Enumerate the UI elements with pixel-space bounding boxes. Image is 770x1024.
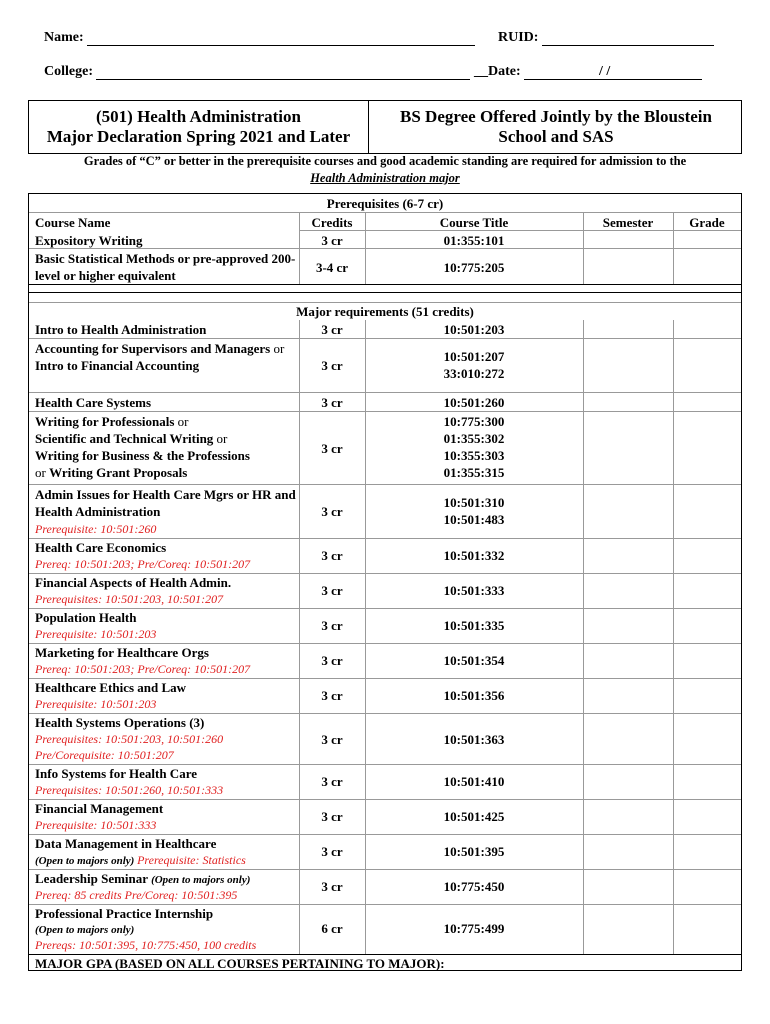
major-row-prereq: Prerequisites: 10:501:203, 10:501:207 xyxy=(35,592,224,606)
course-table xyxy=(28,193,742,971)
major-row-name-alt: Scientific and Technical Writing xyxy=(35,431,214,446)
major-row-name: Health Care Economics xyxy=(35,540,167,555)
major-row-name: Health Systems Operations (3) xyxy=(35,715,205,730)
major-row-credits: 3 cr xyxy=(321,879,343,894)
major-row-credits: 3 cr xyxy=(321,322,343,337)
majors-only-note: (Open to majors only) xyxy=(151,874,251,886)
major-row-name: Intro to Health Administration xyxy=(35,322,207,337)
major-row-credits: 3 cr xyxy=(321,504,343,519)
title-right-line2: School and SAS xyxy=(498,127,614,146)
major-row-prereq: Prereq: 10:501:203; Pre/Coreq: 10:501:207 xyxy=(35,662,251,676)
major-row-prereq: Prereqs: 10:501:395, 10:775:450, 100 credits xyxy=(35,938,257,952)
major-row-title: 10:501:260 xyxy=(443,395,505,410)
prereq-row-name: Expository Writing xyxy=(35,233,143,248)
major-row-name: Professional Practice Internship xyxy=(35,906,214,921)
majors-only-note: (Open to majors only) xyxy=(35,924,135,936)
or-text: or xyxy=(174,414,189,429)
title-right-line1: BS Degree Offered Jointly by the Bloustein xyxy=(400,107,712,126)
title-left xyxy=(29,101,369,153)
name-field[interactable] xyxy=(87,45,475,46)
major-row-prereq2: Pre/Corequisite: 10:501:207 xyxy=(35,748,174,762)
major-heading: Major requirements (51 credits) xyxy=(296,304,474,319)
prereq-heading: Prerequisites (6-7 cr) xyxy=(326,196,444,211)
major-row-name: Admin Issues for Health Care Mgrs or HR and Health Administration xyxy=(35,487,296,519)
or-text: or xyxy=(270,341,285,356)
title-box xyxy=(28,100,742,154)
title-right xyxy=(371,101,741,153)
major-row-title: 10:501:203 xyxy=(443,322,505,337)
major-row-credits: 3 cr xyxy=(321,688,343,703)
date-label: __Date: xyxy=(473,64,521,79)
major-gpa-label: MAJOR GPA (BASED ON ALL COURSES PERTAINING TO MAJOR): xyxy=(35,956,445,971)
ruid-row xyxy=(498,30,714,46)
major-row-credits: 3 cr xyxy=(321,732,343,747)
title-left-line1: (501) Health Administration xyxy=(96,107,301,126)
major-row-credits: 3 cr xyxy=(321,653,343,668)
name-label: Name: xyxy=(44,30,84,45)
prereq-row-credits: 3-4 cr xyxy=(315,260,349,275)
college-field[interactable] xyxy=(96,79,470,80)
major-row-name-part: Leadership Seminar xyxy=(35,871,148,886)
major-row-credits: 6 cr xyxy=(321,921,343,936)
notice-text: Grades of “C” or better in the prerequisite courses and good academic standing are required for admission to the xyxy=(83,154,687,168)
major-row-title: 10:501:332 xyxy=(443,548,505,563)
major-row-credits: 3 cr xyxy=(321,548,343,563)
major-row-title: 10:501:363 xyxy=(443,732,505,747)
col-course-title: Course Title xyxy=(439,215,509,230)
prereq-row-credits: 3 cr xyxy=(321,233,343,248)
major-row-prereq: Prerequisites: 10:501:260, 10:501:333 xyxy=(35,783,224,797)
major-row-title: 10:501:425 xyxy=(443,809,505,824)
major-row-prereq: Prerequisites: 10:501:203, 10:501:260 xyxy=(35,732,224,746)
major-row-title: 10:501:356 xyxy=(443,688,505,703)
major-row-credits: 3 cr xyxy=(321,441,343,456)
major-row-prereq: Prerequisite: 10:501:260 xyxy=(35,522,157,536)
major-row-credits: 3 cr xyxy=(321,395,343,410)
col-semester: Semester xyxy=(602,215,654,230)
major-row-credits: 3 cr xyxy=(321,358,343,373)
name-row xyxy=(44,30,475,46)
major-row-credits: 3 cr xyxy=(321,809,343,824)
major-row-prereq: Prereq: 85 credits Pre/Coreq: 10:501:395 xyxy=(35,888,238,902)
major-row-name: Population Health xyxy=(35,610,137,625)
major-row-title: 10:501:335 xyxy=(443,618,505,633)
date-slashes: / / xyxy=(599,64,611,79)
major-row-name xyxy=(35,340,297,374)
major-row-name-part: Writing for Professionals xyxy=(35,414,175,429)
major-row-prereq: Prerequisite: 10:501:203 xyxy=(35,697,157,711)
major-row-title: 10:501:310 10:501:483 xyxy=(443,495,505,527)
major-row-title: 10:501:207 33:010:272 xyxy=(443,349,505,381)
prereq-row-title: 10:775:205 xyxy=(443,260,505,275)
prereq-row-title: 01:355:101 xyxy=(443,233,505,248)
major-row-name: Writing for Professionals or Scientific and Technical Writing or Writing for Business & the Professions or Writing Grant Proposals xyxy=(35,414,250,480)
major-row-title: 10:501:395 xyxy=(443,844,505,859)
major-row-name-alt: Intro to Financial Accounting xyxy=(35,358,200,373)
major-row-title: 10:501:354 xyxy=(443,653,505,668)
major-row-name: Health Care Systems xyxy=(35,395,152,410)
date-field[interactable] xyxy=(524,79,702,80)
major-row-prereq: Prerequisite: 10:501:203 xyxy=(35,627,157,641)
major-row-prereq: Prerequisite: 10:501:333 xyxy=(35,818,157,832)
major-row-name: Financial Management xyxy=(35,801,164,816)
major-row-title: 10:501:333 xyxy=(443,583,505,598)
major-row-prereq: Prerequisite: Statistics xyxy=(137,853,246,867)
notice xyxy=(28,153,742,187)
major-row-name-alt: Writing for Business & the Professions xyxy=(35,448,250,463)
major-row-credits: 3 cr xyxy=(321,844,343,859)
major-row-title: 10:775:499 xyxy=(443,921,505,936)
ruid-label: RUID: xyxy=(498,30,539,45)
notice-link: Health Administration major xyxy=(310,171,460,185)
major-row-note-line xyxy=(35,852,246,870)
col-credits: Credits xyxy=(311,215,353,230)
major-row-title: 10:501:410 xyxy=(443,774,505,789)
major-row-name-alt: Writing Grant Proposals xyxy=(49,465,188,480)
majors-only-note: (Open to majors only) xyxy=(35,855,135,867)
col-course-name: Course Name xyxy=(35,215,111,230)
major-row-name: Info Systems for Health Care xyxy=(35,766,198,781)
major-row-credits: 3 cr xyxy=(321,583,343,598)
col-grade: Grade xyxy=(689,215,725,230)
major-row-name: Healthcare Ethics and Law xyxy=(35,680,187,695)
major-row-name-part: Accounting for Supervisors and Managers xyxy=(35,341,271,356)
ruid-field[interactable] xyxy=(542,45,714,46)
major-row-name: Financial Aspects of Health Admin. xyxy=(35,575,232,590)
major-row-title: 10:775:450 xyxy=(443,879,505,894)
college-label: College: xyxy=(44,64,93,79)
major-row-name: Data Management in Healthcare xyxy=(35,836,217,851)
prereq-row-name: Basic Statistical Methods or pre-approved 200-level or higher equivalent xyxy=(35,251,296,283)
major-row-title: 10:775:300 01:355:302 10:355:303 01:355:315 xyxy=(443,414,505,480)
major-row-prereq: Prereq: 10:501:203; Pre/Coreq: 10:501:207 xyxy=(35,557,251,571)
major-row-name: Marketing for Healthcare Orgs xyxy=(35,645,209,660)
major-row-credits: 3 cr xyxy=(321,618,343,633)
or-text: or xyxy=(213,431,228,446)
title-left-line2: Major Declaration Spring 2021 and Later xyxy=(46,127,351,146)
major-row-credits: 3 cr xyxy=(321,774,343,789)
